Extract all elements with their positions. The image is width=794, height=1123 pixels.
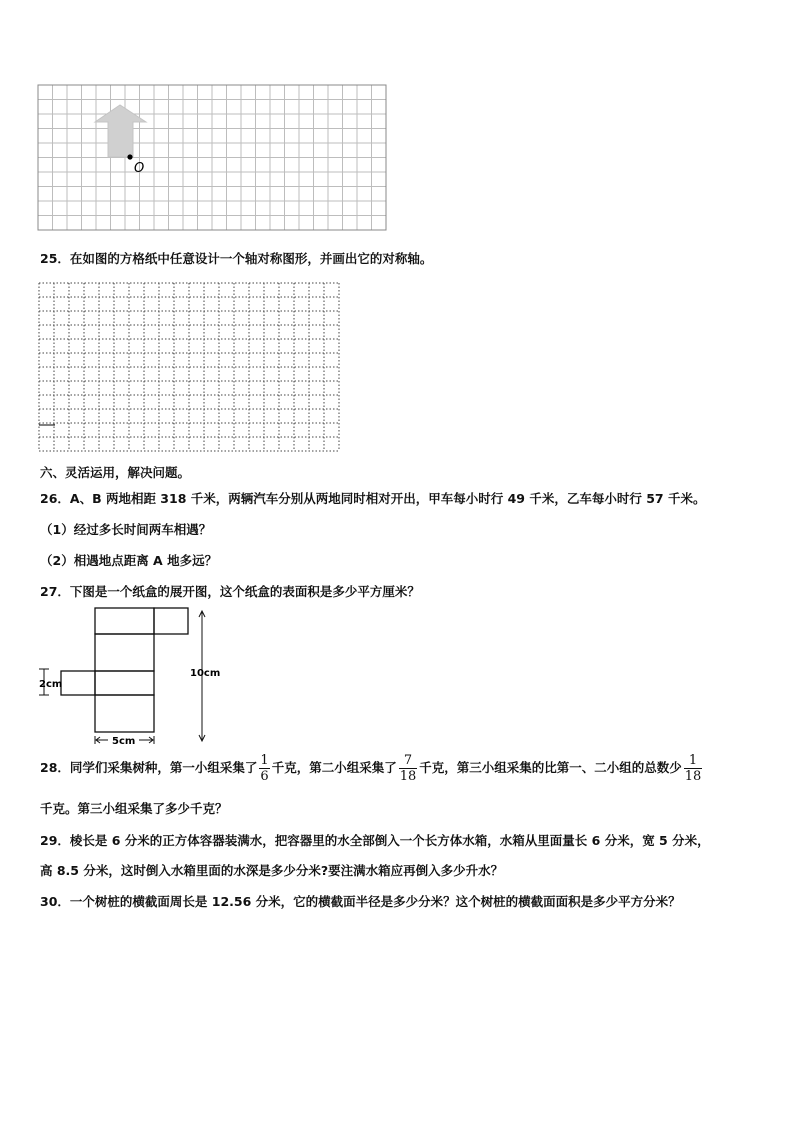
q28-part1: 28．同学们采集树种，第一小组采集了	[40, 760, 258, 775]
frac2-num: 7	[399, 753, 418, 769]
q28-part3: 千克，第三小组采集的比第一、二小组的总数少	[419, 760, 682, 775]
arrow-shape	[95, 105, 146, 157]
net-face-top-right	[154, 608, 188, 634]
box-net-figure	[36, 605, 226, 745]
top-grid-lines	[38, 85, 386, 230]
frac1-num: 1	[260, 753, 269, 768]
q28-line1	[40, 753, 704, 784]
label-2cm: 2cm	[39, 679, 63, 690]
net-face-middle-1	[95, 634, 154, 671]
q30-text: 30．一个树桩的横截面周长是 12.56 分米，它的横截面半径是多少分米？这个树桩的横截面面积是多少平方分米？	[40, 894, 681, 909]
q25-dotted-grid[interactable]	[37, 281, 341, 453]
q28-part2: 千克，第二小组采集了	[271, 760, 397, 775]
q26-sub1: （1）经过多长时间两车相遇？	[40, 522, 212, 537]
frac3-num: 1	[684, 753, 703, 769]
label-5cm: 5cm	[112, 736, 136, 745]
net-face-bottom	[95, 695, 154, 732]
fraction-1-18	[684, 753, 703, 784]
net-face-top	[95, 608, 154, 634]
point-o-label: O	[134, 161, 145, 176]
frac3-den: 18	[684, 769, 702, 784]
q26-sub2: （2）相遇地点距离 A 地多远？	[40, 553, 218, 568]
q25-text: 25．在如图的方格纸中任意设计一个轴对称图形，并画出它的对称轴。	[40, 251, 433, 266]
q29-line1: 29．棱长是 6 分米的正方体容器装满水，把容器里的水全部倒入一个长方体水箱，水箱从里面量长 6 分米，宽 5 分米，	[40, 833, 710, 848]
q29-line2: 高 8.5 分米，这时倒入水箱里面的水深是多少分米?要注满水箱应再倒入多少升水？	[40, 863, 504, 878]
q28-line2: 千克。第三小组采集了多少千克？	[40, 801, 228, 816]
fraction-1-6	[259, 753, 269, 784]
label-10cm: 10cm	[190, 668, 221, 679]
section6-heading: 六、灵活运用，解决问题。	[40, 465, 191, 480]
frac1-den: 6	[260, 769, 269, 784]
net-face-middle-2	[95, 671, 154, 695]
q27-text: 27．下图是一个纸盒的展开图，这个纸盒的表面积是多少平方厘米？	[40, 584, 420, 599]
net-face-left	[61, 671, 95, 695]
top-grid-figure	[37, 84, 389, 234]
q26-text: 26．A、B 两地相距 318 千米，两辆汽车分别从两地同时相对开出，甲车每小时行 49 千米，乙车每小时行 57 千米。	[40, 491, 706, 506]
point-o-dot	[127, 154, 132, 159]
frac2-den: 18	[399, 769, 417, 784]
fraction-7-18	[399, 753, 418, 784]
